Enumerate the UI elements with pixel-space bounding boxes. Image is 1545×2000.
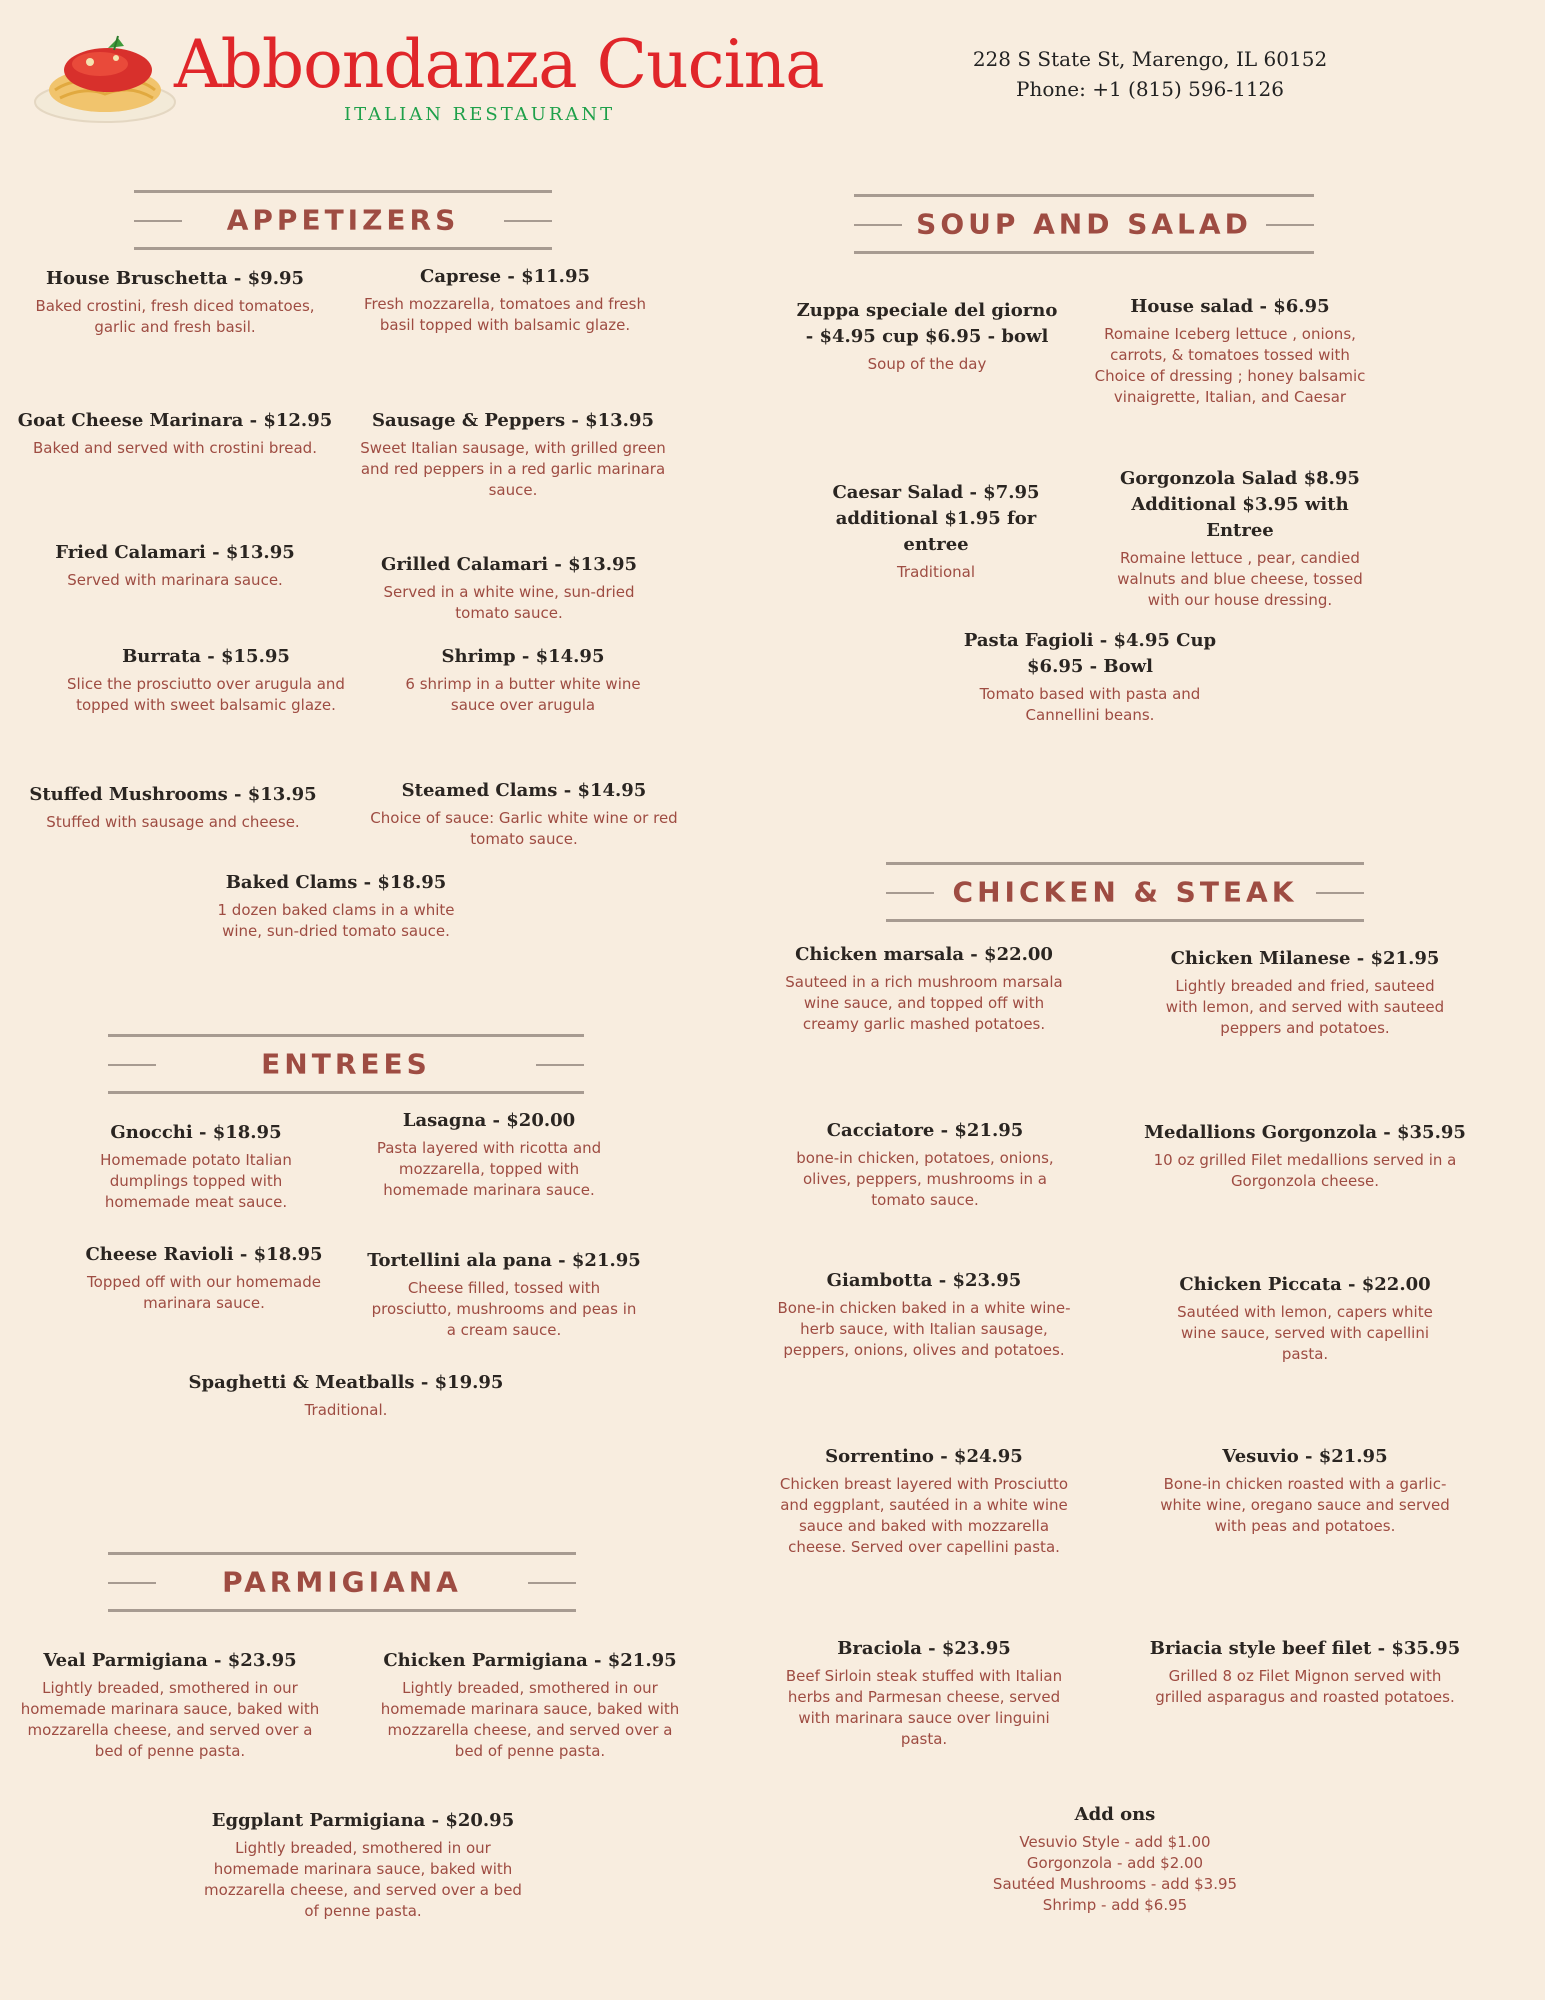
item-description: Tomato based with pasta and Cannellini beans. [979, 685, 1201, 724]
item-name: Veal Parmigiana - $23.95 [43, 1650, 297, 1671]
address-text: 228 S State St, Marengo, IL 60152 [972, 47, 1328, 71]
menu-item-veal-parmigiana [12, 1648, 328, 1762]
item-name: Cheese Ravioli - $18.95 [85, 1244, 323, 1265]
item-description: Fresh mozzarella, tomatoes and fresh basil topped with balsamic glaze. [364, 295, 646, 334]
item-description: Pasta layered with ricotta and mozzarella, topped with homemade marinara sauce. [376, 1139, 602, 1199]
item-description: Lightly breaded and fried, sauteed with lemon, and served with sauteed peppers and potatoes. [1165, 977, 1445, 1037]
addons-block [964, 1802, 1266, 1916]
item-name: Chicken Milanese - $21.95 [1170, 948, 1440, 969]
menu-item-steamed-clams [364, 778, 684, 850]
item-name: Chicken marsala - $22.00 [795, 944, 1053, 965]
menu-item-chicken-milanese [1160, 946, 1450, 1039]
item-name: Pasta Fagioli - $4.95 Cup $6.95 - Bowl [963, 630, 1217, 677]
menu-item-gnocchi [76, 1120, 316, 1213]
item-description: Served with marinara sauce. [67, 571, 283, 589]
section-header-chicken-steak [886, 862, 1364, 922]
addon-line: Shrimp - add $6.95 [1042, 1896, 1188, 1914]
contact-info [940, 44, 1360, 104]
item-description: Beef Sirloin steak stuffed with Italian herbs and Parmesan cheese, served with marinara sauce over linguini pasta. [785, 1667, 1063, 1748]
menu-item-gorgonzola-salad [1100, 466, 1380, 611]
menu-item-braciola [776, 1636, 1072, 1750]
item-description: 6 shrimp in a butter white wine sauce over arugula [405, 675, 641, 714]
menu-item-chicken-parmigiana [372, 1648, 688, 1762]
menu-item-caprese [360, 264, 650, 336]
item-description: Bone-in chicken baked in a white wine-herb sauce, with Italian sausage, peppers, onions, olives and potatoes. [777, 1299, 1071, 1359]
menu-item-caesar-salad [806, 480, 1066, 583]
item-description: Romaine Iceberg lettuce , onions, carrots, & tomatoes tossed with Choice of dressing ; honey balsamic vinaigrette, Italian, and Caesar [1094, 325, 1366, 406]
section-title: SOUP AND SALAD [916, 207, 1252, 241]
item-name: Sorrentino - $24.95 [825, 1446, 1023, 1467]
menu-item-chicken-piccata [1160, 1272, 1450, 1365]
menu-item-briacia-beef-filet [1146, 1636, 1464, 1708]
item-name: Tortellini ala pana - $21.95 [367, 1250, 641, 1271]
menu-item-cheese-ravioli [64, 1242, 344, 1314]
item-name: Giambotta - $23.95 [826, 1270, 1022, 1291]
item-description: Romaine lettuce , pear, candied walnuts and blue cheese, tossed with our house dressing. [1117, 549, 1363, 609]
item-name: Briacia style beef filet - $35.95 [1149, 1638, 1461, 1659]
item-description: Topped off with our homemade marinara sauce. [87, 1273, 321, 1312]
menu-item-tortellini-ala-pana [366, 1248, 642, 1341]
brand-tagline: ITALIAN RESTAURANT [344, 104, 616, 125]
item-description: Soup of the day [867, 355, 987, 373]
item-name: Chicken Piccata - $22.00 [1179, 1274, 1431, 1295]
item-name: Grilled Calamari - $13.95 [380, 554, 638, 575]
menu-item-giambotta [776, 1268, 1072, 1361]
menu-item-chicken-marsala [776, 942, 1072, 1035]
item-description: 10 oz grilled Filet medallions served in a Gorgonzola cheese. [1153, 1151, 1457, 1190]
item-name: Baked Clams - $18.95 [225, 872, 447, 893]
phone-text: Phone: +1 (815) 596-1126 [1016, 77, 1284, 101]
item-description: Served in a white wine, sun-dried tomato sauce. [383, 583, 635, 622]
item-description: Lightly breaded, smothered in our homemade marinara sauce, baked with mozzarella cheese, and served over a bed of penne pasta. [380, 1679, 680, 1760]
menu-item-house-salad [1090, 294, 1370, 408]
menu-item-house-bruschetta [20, 266, 330, 338]
item-description: Slice the prosciutto over arugula and topped with sweet balsamic glaze. [67, 675, 345, 714]
menu-item-lasagna [362, 1108, 616, 1201]
item-name: Goat Cheese Marinara - $12.95 [17, 410, 333, 431]
item-description: Grilled 8 oz Filet Mignon served with grilled asparagus and roasted potatoes. [1155, 1667, 1455, 1706]
menu-item-spaghetti-meatballs [186, 1370, 506, 1421]
item-name: Gorgonzola Salad $8.95 Additional $3.95 with Entree [1120, 468, 1360, 541]
addon-line: Sautéed Mushrooms - add $3.95 [992, 1875, 1238, 1893]
addon-line: Gorgonzola - add $2.00 [1026, 1854, 1204, 1872]
section-title: CHICKEN & STEAK [952, 875, 1298, 909]
menu-item-baked-clams [196, 870, 476, 942]
section-header-entrees [108, 1034, 584, 1094]
item-name: Caesar Salad - $7.95 additional $1.95 for entree [832, 482, 1040, 555]
section-header-parmigiana [108, 1552, 576, 1612]
item-name: Medallions Gorgonzola - $35.95 [1144, 1122, 1466, 1143]
item-description: Baked crostini, fresh diced tomatoes, garlic and fresh basil. [35, 297, 315, 336]
item-description: bone-in chicken, potatoes, onions, olives, peppers, mushrooms in a tomato sauce. [796, 1149, 1054, 1209]
item-name: Cacciatore - $21.95 [826, 1120, 1024, 1141]
item-name: Spaghetti & Meatballs - $19.95 [188, 1372, 504, 1393]
section-title: ENTREES [261, 1047, 431, 1081]
menu-item-shrimp [386, 644, 660, 716]
item-description: Traditional. [304, 1401, 388, 1419]
item-description: Bone-in chicken roasted with a garlic-white wine, oregano sauce and served with peas and potatoes. [1160, 1475, 1450, 1535]
item-description: Lightly breaded, smothered in our homemade marinara sauce, baked with mozzarella cheese, and served over a bed of penne pasta. [204, 1839, 522, 1920]
menu-item-eggplant-parmigiana [198, 1808, 528, 1922]
brand-name: Abbondanza Cucina [174, 26, 824, 103]
menu-item-vesuvio [1160, 1444, 1450, 1537]
addons-title: Add ons [1074, 1804, 1156, 1825]
item-description: Traditional [896, 563, 976, 581]
item-name: House Bruschetta - $9.95 [45, 268, 305, 289]
menu-item-cacciatore [780, 1118, 1070, 1211]
item-name: Sausage & Peppers - $13.95 [371, 410, 654, 431]
item-name: Fried Calamari - $13.95 [55, 542, 295, 563]
menu-item-goat-cheese-marinara [14, 408, 336, 459]
item-name: Zuppa speciale del giorno - $4.95 cup $6.95 - bowl [796, 300, 1058, 347]
item-description: Choice of sauce: Garlic white wine or red tomato sauce. [370, 809, 678, 848]
addon-line: Vesuvio Style - add $1.00 [1019, 1833, 1211, 1851]
section-header-appetizers [134, 190, 552, 250]
item-name: Lasagna - $20.00 [402, 1110, 576, 1131]
item-description: 1 dozen baked clams in a white wine, sun-dried tomato sauce. [217, 901, 455, 940]
item-name: Vesuvio - $21.95 [1222, 1446, 1388, 1467]
item-name: Stuffed Mushrooms - $13.95 [29, 784, 317, 805]
menu-item-stuffed-mushrooms [14, 782, 332, 833]
menu-item-sausage-peppers [360, 408, 666, 501]
item-description: Chicken breast layered with Prosciutto and eggplant, sautéed in a white wine sauce and baked with mozzarella cheese. Served over capellini pasta. [779, 1475, 1069, 1556]
item-description: Sautéed with lemon, capers white wine sauce, served with capellini pasta. [1177, 1303, 1433, 1363]
menu-item-pasta-fagioli [960, 628, 1220, 726]
item-name: Gnocchi - $18.95 [110, 1122, 282, 1143]
item-description: Lightly breaded, smothered in our homemade marinara sauce, baked with mozzarella cheese, and served over a bed of penne pasta. [20, 1679, 320, 1760]
item-name: Braciola - $23.95 [837, 1638, 1011, 1659]
item-description: Stuffed with sausage and cheese. [46, 813, 300, 831]
item-name: Steamed Clams - $14.95 [401, 780, 647, 801]
item-name: House salad - $6.95 [1130, 296, 1330, 317]
menu-item-burrata [46, 644, 366, 716]
item-name: Caprese - $11.95 [420, 266, 590, 287]
item-description: Baked and served with crostini bread. [33, 439, 317, 457]
item-description: Sweet Italian sausage, with grilled green and red peppers in a red garlic marinara sauce. [360, 439, 666, 499]
menu-item-fried-calamari [30, 540, 320, 591]
menu-item-grilled-calamari [364, 552, 654, 624]
menu-item-medallions-gorgonzola [1140, 1120, 1470, 1192]
item-description: Homemade potato Italian dumplings topped with homemade meat sauce. [100, 1151, 292, 1211]
item-name: Shrimp - $14.95 [441, 646, 605, 667]
item-description: Sauteed in a rich mushroom marsala wine sauce, and topped off with creamy garlic mashed potatoes. [785, 973, 1063, 1033]
section-header-soup-salad [854, 194, 1314, 254]
section-title: APPETIZERS [226, 203, 460, 237]
item-description: Cheese filled, tossed with prosciutto, mushrooms and peas in a cream sauce. [371, 1279, 637, 1339]
item-name: Chicken Parmigiana - $21.95 [383, 1650, 677, 1671]
menu-item-zuppa [790, 298, 1064, 375]
item-name: Burrata - $15.95 [122, 646, 290, 667]
section-title: PARMIGIANA [222, 1565, 462, 1599]
menu-item-sorrentino [776, 1444, 1072, 1558]
pasta-plate-logo-icon [30, 20, 180, 130]
item-name: Eggplant Parmigiana - $20.95 [211, 1810, 515, 1831]
